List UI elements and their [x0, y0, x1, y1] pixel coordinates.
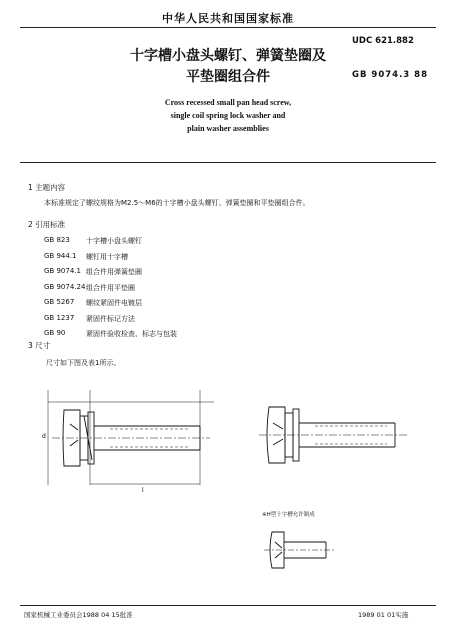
dim-d-label: d — [42, 433, 46, 440]
footer-rule — [20, 605, 436, 606]
footer-approval: 国家机械工业委员会1988 04 15批准 — [24, 611, 133, 619]
reference-name: 组合件用弹簧垫圈 — [86, 268, 142, 276]
reference-code: GB 9074.24 — [44, 282, 86, 291]
udc-code: UDC 621.882 — [352, 36, 414, 46]
section-1-heading: 1 主题内容 — [28, 183, 66, 192]
reference-name: 螺钉用十字槽 — [86, 252, 128, 261]
reference-name: 十字槽小盘头螺钉 — [86, 237, 142, 245]
assembly-drawing — [40, 380, 220, 495]
gb-number: GB 9074.3 88 — [352, 70, 429, 80]
detail-caption: ※H型十字槽允许制成 — [262, 512, 315, 518]
reference-code: GB 1237 — [44, 313, 75, 322]
assembly-drawing-alt — [255, 395, 425, 475]
section-1-text: 本标准规定了螺纹规格为M2.5～M6的十字槽小盘头螺钉、弹簧垫圈和平垫圈组合件。 — [44, 199, 310, 207]
english-title-line-1: Cross recessed small pan head screw, — [164, 98, 292, 107]
english-title-line-2: single coil spring lock washer and — [170, 111, 286, 120]
section-2-heading: 2 引用标准 — [28, 220, 66, 229]
dim-l-label: l — [142, 487, 144, 494]
section-rule — [20, 162, 436, 163]
reference-name: 紧固件验收检查、标志与包装 — [86, 330, 177, 338]
reference-name: 紧固件标记方法 — [86, 314, 135, 323]
header-rule — [20, 27, 436, 28]
title-line-1: 十字槽小盘头螺钉、弹簧垫圈及 — [130, 48, 326, 64]
title-line-2: 平垫圈组合件 — [186, 69, 270, 85]
reference-code: GB 5267 — [44, 298, 75, 306]
reference-code: GB 823 — [44, 236, 70, 244]
section-3-text: 尺寸如下图及表1所示。 — [46, 359, 121, 367]
publisher-header: 中华人民共和国国家标准 — [162, 12, 294, 25]
reference-code: GB 944.1 — [44, 251, 77, 260]
reference-code: GB 9074.1 — [44, 267, 81, 275]
detail-drawing — [262, 518, 342, 582]
english-title-line-3: plain washer assemblies — [187, 124, 269, 133]
reference-name: 组合件用平垫圈 — [86, 283, 135, 292]
section-3-heading: 3 尺寸 — [28, 341, 51, 350]
footer-effective: 1989 01 01实施 — [358, 611, 409, 619]
reference-name: 螺纹紧固件电镀层 — [86, 299, 142, 307]
reference-code: GB 90 — [44, 329, 66, 337]
